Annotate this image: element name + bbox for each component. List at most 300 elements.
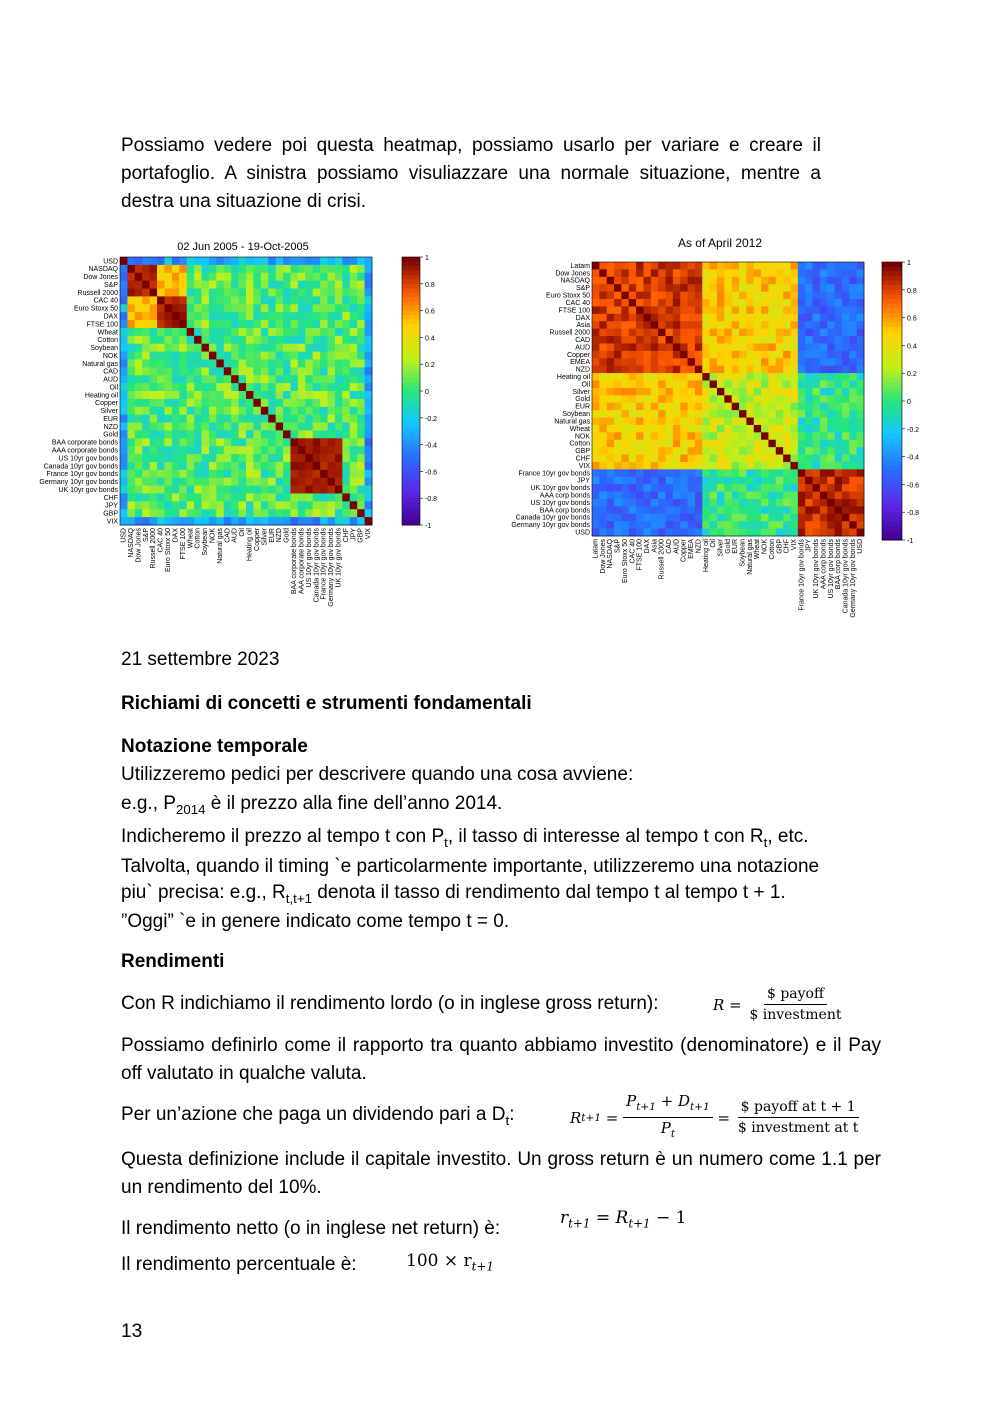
heatmap-row-label: US 10yr gov bonds (58, 455, 118, 463)
heatmap-cell (805, 521, 813, 529)
heatmap-cell (127, 344, 135, 352)
heatmap-cell (688, 499, 696, 507)
heatmap-cell (658, 380, 666, 388)
heatmap-cell (187, 375, 195, 383)
heatmap-cell (231, 391, 239, 399)
heatmap-cell (746, 395, 754, 403)
heatmap-cell (835, 425, 843, 433)
heatmap-cell (216, 367, 224, 375)
heatmap-cell (194, 454, 202, 462)
heatmap-cell (599, 284, 607, 292)
heatmap-cell (629, 492, 637, 500)
heatmap-cell (135, 304, 143, 312)
heatmap-cell (172, 375, 180, 383)
heatmap-cell (268, 415, 276, 423)
heatmap-cell (798, 388, 806, 396)
heatmap-cell (673, 284, 681, 292)
heatmap-cell (246, 289, 254, 297)
heatmap-cell (253, 328, 261, 336)
heatmap-cell (216, 407, 224, 415)
heatmap-cell (673, 455, 681, 463)
heatmap-cell (680, 262, 688, 270)
heatmap-cell (179, 320, 187, 328)
heatmap-row-label: EMEA (570, 359, 590, 367)
heatmap-cell (688, 336, 696, 344)
heatmap-cell (216, 304, 224, 312)
heatmap-cell (739, 336, 747, 344)
colorbar-segment (402, 342, 420, 347)
heatmap-cell (849, 358, 857, 366)
heatmap-col-label: Natural gas (216, 528, 224, 564)
heatmap-cell (164, 501, 172, 509)
heatmap-cell (746, 277, 754, 285)
heatmap-cell (276, 423, 284, 431)
heatmap-cell (328, 375, 336, 383)
heatmap-row-label: CAD (103, 368, 118, 376)
heatmap-cell (202, 265, 210, 273)
heatmap-cell (724, 492, 732, 500)
heatmap-cell (813, 477, 821, 485)
heatmap-cell (621, 469, 629, 477)
heatmap-cell (290, 454, 298, 462)
heatmap-cell (842, 277, 850, 285)
heatmap-cell (290, 336, 298, 344)
heatmap-cell (614, 425, 622, 433)
heatmap-cell (209, 478, 217, 486)
heatmap-cell (724, 314, 732, 322)
heatmap-cell (732, 336, 740, 344)
heatmap-cell (599, 440, 607, 448)
heatmap-cell (305, 470, 313, 478)
heatmap-cell (120, 391, 128, 399)
heatmap-cell (643, 336, 651, 344)
heatmap-cell (614, 329, 622, 337)
heatmap-cell (813, 336, 821, 344)
heatmap-cell (717, 321, 725, 329)
heatmap-cell (614, 477, 622, 485)
heatmap-cell (805, 477, 813, 485)
heatmap-cell (592, 521, 600, 529)
intro-paragraph: Possiamo vedere poi questa heatmap, possiamo usarlo per variare e creare il portafoglio. A sinistra possiamo visuliazzare una normale situazione, mentre a destra una situazione di crisi. (121, 135, 821, 212)
heatmap-cell (761, 455, 769, 463)
heatmap-cell (629, 521, 637, 529)
heatmap-cell (357, 383, 365, 391)
heatmap-cell (629, 410, 637, 418)
heatmap-cell (246, 265, 254, 273)
heatmap-cell (298, 470, 306, 478)
heatmap-cell (658, 529, 666, 537)
heatmap-cell (320, 423, 328, 431)
heatmap-cell (320, 336, 328, 344)
heatmap-cell (680, 373, 688, 381)
heatmap-cell (350, 438, 358, 446)
heatmap-row-label: BAA corporate bonds (51, 439, 118, 447)
heatmap-cell (702, 373, 710, 381)
colorbar-segment (882, 262, 902, 267)
heatmap-cell (813, 506, 821, 514)
heatmap-cell (629, 455, 637, 463)
heatmap-cell (754, 380, 762, 388)
heatmap-cell (658, 477, 666, 485)
heatmap-cell (335, 344, 343, 352)
heatmap-cell (651, 403, 659, 411)
heatmap-cell (216, 312, 224, 320)
heatmap-cell (268, 391, 276, 399)
heatmap-cell (768, 492, 776, 500)
heatmap-cell (599, 418, 607, 426)
heatmap-cell (739, 358, 747, 366)
heatmap-cell (276, 517, 284, 525)
heatmap-cell (629, 366, 637, 374)
heatmap-cell (820, 410, 828, 418)
heatmap-cell (761, 403, 769, 411)
heatmap-col-label: CAD (224, 528, 232, 543)
heatmap-cell (350, 415, 358, 423)
heatmap-cell (350, 257, 358, 265)
heatmap-cell (313, 407, 321, 415)
heatmap-cell (695, 314, 703, 322)
heatmap-cell (739, 432, 747, 440)
heatmap-cell (246, 462, 254, 470)
heatmap-cell (261, 257, 269, 265)
heatmap-cell (127, 273, 135, 281)
heatmap-cell (599, 521, 607, 529)
heatmap-cell (849, 284, 857, 292)
heatmap-cell (761, 277, 769, 285)
heatmap-cell (636, 514, 644, 522)
heatmap-cell (268, 399, 276, 407)
heatmap-cell (357, 501, 365, 509)
heatmap-cell (621, 351, 629, 359)
heatmap-cell (135, 375, 143, 383)
heatmap-cell (621, 440, 629, 448)
heatmap-cell (194, 407, 202, 415)
heatmap-cell (746, 284, 754, 292)
heatmap-cell (717, 373, 725, 381)
heatmap-cell (695, 521, 703, 529)
heatmap-cell (739, 425, 747, 433)
heatmap-cell (827, 514, 835, 522)
heatmap-cell (202, 509, 210, 517)
heatmap-col-label: France 10yr gov bonds (798, 539, 806, 611)
heatmap-cell (150, 328, 158, 336)
heatmap-cell (172, 486, 180, 494)
heatmap-cell (172, 454, 180, 462)
heatmap-cell (658, 499, 666, 507)
heatmap-cell (216, 320, 224, 328)
heatmap-cell (187, 407, 195, 415)
heatmap-cell (842, 299, 850, 307)
heatmap-cell (283, 446, 291, 454)
heatmap-cell (614, 440, 622, 448)
heatmap-cell (164, 486, 172, 494)
heatmap-cell (732, 447, 740, 455)
heatmap-cell (790, 380, 798, 388)
heatmap-cell (209, 509, 217, 517)
heatmap-cell (357, 493, 365, 501)
heatmap-cell (835, 410, 843, 418)
heatmap-cell (120, 383, 128, 391)
heatmap-col-label: BAA corporate bonds (291, 528, 299, 595)
heatmap-cell (842, 477, 850, 485)
heatmap-cell (164, 281, 172, 289)
heatmap-cell (710, 299, 718, 307)
colorbar-segment (882, 494, 902, 499)
heatmap-cell (187, 336, 195, 344)
heatmap-cell (827, 477, 835, 485)
heatmap-cell (298, 430, 306, 438)
heatmap-cell (328, 462, 336, 470)
heatmap-cell (342, 367, 350, 375)
heatmap-cell (157, 257, 165, 265)
heatmap-cell (202, 423, 210, 431)
heatmap-cell (761, 395, 769, 403)
heatmap-cell (120, 257, 128, 265)
heatmap-cell (636, 455, 644, 463)
heatmap-cell (365, 336, 373, 344)
colorbar-segment (882, 443, 902, 448)
heatmap-cell (357, 454, 365, 462)
heatmap-cell (842, 432, 850, 440)
heatmap-cell (702, 477, 710, 485)
heatmap-cell (673, 299, 681, 307)
heatmap-cell (651, 380, 659, 388)
heatmap-cell (328, 312, 336, 320)
heatmap-cell (127, 304, 135, 312)
heatmap-cell (629, 388, 637, 396)
heatmap-cell (261, 399, 269, 407)
heatmap-cell (194, 486, 202, 494)
heatmap-cell (783, 299, 791, 307)
heatmap-cell (798, 484, 806, 492)
heatmap-cell (607, 455, 615, 463)
heatmap-cell (202, 320, 210, 328)
heatmap-cell (695, 462, 703, 470)
heatmap-cell (276, 281, 284, 289)
heatmap-cell (717, 329, 725, 337)
heatmap-cell (592, 484, 600, 492)
heatmap-cell (783, 262, 791, 270)
heatmap-cell (658, 262, 666, 270)
heatmap-cell (754, 306, 762, 314)
heatmap-cell (820, 277, 828, 285)
heatmap-cell (120, 501, 128, 509)
heatmap-cell (127, 257, 135, 265)
heatmap-cell (607, 529, 615, 537)
heatmap-cell (643, 506, 651, 514)
heatmap-cell (298, 501, 306, 509)
colorbar-segment (402, 436, 420, 441)
heatmap-row-label: Euro Stoxx 50 (74, 305, 118, 313)
heatmap-cell (276, 352, 284, 360)
heatmap-cell (857, 499, 865, 507)
heatmap-cell (746, 521, 754, 529)
heatmap-cell (172, 509, 180, 517)
heatmap-cell (783, 477, 791, 485)
heatmap-row-label: Dow Jones (83, 274, 118, 282)
heatmap-cell (283, 320, 291, 328)
heatmap-cell (680, 469, 688, 477)
heatmap-cell (261, 289, 269, 297)
heatmap-cell (857, 299, 865, 307)
heatmap-cell (754, 521, 762, 529)
heatmap-cell (695, 366, 703, 374)
heatmap-cell (231, 304, 239, 312)
heatmap-cell (209, 446, 217, 454)
heatmap-cell (717, 492, 725, 500)
heatmap-cell (120, 296, 128, 304)
heatmap-cell (798, 366, 806, 374)
heatmap-cell (798, 299, 806, 307)
heatmap-row-label: Canada 10yr gov bonds (43, 463, 118, 471)
heatmap-cell (702, 292, 710, 300)
heatmap-cell (621, 410, 629, 418)
heatmap-cell (857, 410, 865, 418)
colorbar-segment (882, 350, 902, 355)
heatmap-cell (813, 366, 821, 374)
heatmap-cell (732, 299, 740, 307)
heatmap-cell (187, 415, 195, 423)
heatmap-row-label: Soybean (90, 345, 118, 353)
heatmap-cell (246, 454, 254, 462)
heatmap-cell (651, 447, 659, 455)
colorbar-segment (882, 281, 902, 286)
heatmap-cell (783, 336, 791, 344)
heatmap-cell (835, 269, 843, 277)
heatmap-cell (776, 299, 784, 307)
heatmap-cell (790, 455, 798, 463)
heatmap-cell (849, 447, 857, 455)
heatmap-cell (666, 343, 674, 351)
heatmap-cell (328, 517, 336, 525)
colorbar-segment (402, 480, 420, 485)
heatmap-cell (142, 383, 150, 391)
heatmap-cell (305, 265, 313, 273)
heatmap-cell (365, 470, 373, 478)
heatmap-cell (636, 521, 644, 529)
heatmap-cell (231, 383, 239, 391)
heatmap-cell (614, 321, 622, 329)
heatmap-cell (849, 351, 857, 359)
heatmap-cell (120, 493, 128, 501)
colorbar-tick-label: -0.2 (907, 426, 920, 434)
heatmap-cell (739, 380, 747, 388)
heatmap-cell (261, 462, 269, 470)
heatmap-cell (643, 269, 651, 277)
heatmap-cell (216, 265, 224, 273)
heatmap-cell (614, 306, 622, 314)
heatmap-cell (335, 517, 343, 525)
heatmap-cell (666, 447, 674, 455)
heatmap-cell (179, 304, 187, 312)
heatmap-cell (739, 306, 747, 314)
heatmap-cell (827, 469, 835, 477)
heatmap-cell (768, 462, 776, 470)
heatmap-cell (776, 492, 784, 500)
heatmap-cell (717, 262, 725, 270)
heatmap-cell (724, 514, 732, 522)
heatmap-cell (790, 418, 798, 426)
heatmap-cell (231, 312, 239, 320)
heatmap-cell (820, 521, 828, 529)
heatmap-cell (142, 328, 150, 336)
heatmap-cell (739, 351, 747, 359)
heatmap-cell (246, 296, 254, 304)
heatmap-cell (813, 455, 821, 463)
heatmap-cell (790, 329, 798, 337)
heatmap-cell (805, 395, 813, 403)
heatmap-cell (673, 329, 681, 337)
heatmap-cell (298, 383, 306, 391)
heatmap-cell (268, 289, 276, 297)
heatmap-cell (142, 359, 150, 367)
heatmap-cell (253, 391, 261, 399)
heatmap-row-label: Germany 10yr gov bonds (39, 479, 118, 487)
heatmap-cell (187, 399, 195, 407)
heatmap-cell (135, 478, 143, 486)
heatmap-cell (127, 391, 135, 399)
heatmap-cell (658, 388, 666, 396)
heatmap-cell (607, 492, 615, 500)
heatmap-cell (164, 273, 172, 281)
heatmap-cell (298, 415, 306, 423)
heatmap-cell (283, 273, 291, 281)
heatmap-cell (335, 391, 343, 399)
heatmap-cell (827, 529, 835, 537)
heatmap-cell (298, 517, 306, 525)
heatmap-cell (688, 351, 696, 359)
colorbar-segment (882, 480, 902, 485)
heatmap-row-label: NOK (102, 352, 118, 360)
heatmap-cell (857, 277, 865, 285)
heatmap-col-label: Dow Jones (599, 539, 607, 574)
heatmap-cell (320, 454, 328, 462)
heatmap-cell (813, 432, 821, 440)
heatmap-cell (783, 306, 791, 314)
heatmap-cell (673, 336, 681, 344)
heatmap-cell (202, 289, 210, 297)
heatmap-cell (239, 304, 247, 312)
heatmap-col-label: FTSE 100 (179, 528, 187, 560)
heatmap-cell (724, 418, 732, 426)
heatmap-row-label: NZD (103, 423, 118, 431)
heatmap-cell (776, 425, 784, 433)
heatmap-cell (328, 486, 336, 494)
heatmap-cell (592, 314, 600, 322)
heatmap-cell (680, 529, 688, 537)
heatmap-cell (688, 321, 696, 329)
heatmap-cell (592, 440, 600, 448)
heatmap-cell (231, 265, 239, 273)
heatmap-cell (164, 320, 172, 328)
heatmap-cell (328, 328, 336, 336)
heatmap-cell (150, 391, 158, 399)
heatmap-cell (820, 440, 828, 448)
heatmap-cell (680, 447, 688, 455)
heatmap-cell (261, 296, 269, 304)
heatmap-cell (150, 336, 158, 344)
heatmap-cell (209, 391, 217, 399)
heatmap-cell (688, 492, 696, 500)
heatmap-right-title: As of April 2012 (677, 236, 763, 250)
heatmap-left-title: 02 Jun 2005 - 19-Oct-2005 (177, 241, 309, 253)
heatmap-cell (357, 320, 365, 328)
heatmap-cell (702, 262, 710, 270)
heatmap-cell (350, 359, 358, 367)
heatmap-cell (798, 351, 806, 359)
heatmap-cell (857, 262, 865, 270)
heatmap-cell (313, 430, 321, 438)
